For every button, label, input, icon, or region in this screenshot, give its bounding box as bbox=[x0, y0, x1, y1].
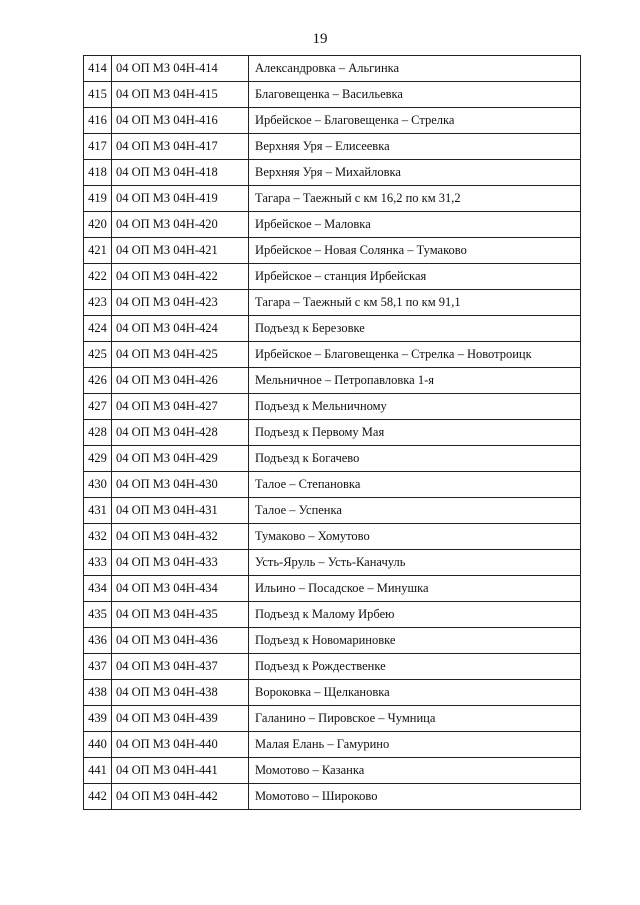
table-row bbox=[84, 628, 581, 654]
row-number-cell: 419 bbox=[84, 186, 112, 212]
road-code-cell: 04 ОП МЗ 04Н-439 bbox=[112, 706, 249, 732]
row-number-cell: 435 bbox=[84, 602, 112, 628]
page-number: 19 bbox=[312, 31, 328, 47]
table-row bbox=[84, 316, 581, 342]
table-row bbox=[84, 784, 581, 810]
road-name-cell: Талое – Степановка bbox=[249, 472, 581, 498]
table-row bbox=[84, 524, 581, 550]
road-code-cell: 04 ОП МЗ 04Н-424 bbox=[112, 316, 249, 342]
row-number-cell: 437 bbox=[84, 654, 112, 680]
road-code-cell: 04 ОП МЗ 04Н-419 bbox=[112, 186, 249, 212]
table-row bbox=[84, 758, 581, 784]
row-number-cell: 415 bbox=[84, 82, 112, 108]
row-number-cell: 414 bbox=[84, 56, 112, 82]
table-row bbox=[84, 186, 581, 212]
table-row bbox=[84, 394, 581, 420]
road-code-cell: 04 ОП МЗ 04Н-436 bbox=[112, 628, 249, 654]
row-number-cell: 421 bbox=[84, 238, 112, 264]
road-code-cell: 04 ОП МЗ 04Н-421 bbox=[112, 238, 249, 264]
road-code-cell: 04 ОП МЗ 04Н-441 bbox=[112, 758, 249, 784]
row-number-cell: 433 bbox=[84, 550, 112, 576]
road-name-cell: Ирбейское – Благовещенка – Стрелка bbox=[249, 108, 581, 134]
road-code-cell: 04 ОП МЗ 04Н-427 bbox=[112, 394, 249, 420]
road-name-cell: Подъезд к Новомариновке bbox=[249, 628, 581, 654]
road-name-cell: Подъезд к Мельничному bbox=[249, 394, 581, 420]
road-code-cell: 04 ОП МЗ 04Н-433 bbox=[112, 550, 249, 576]
table-row bbox=[84, 264, 581, 290]
road-name-cell: Верхняя Уря – Михайловка bbox=[249, 160, 581, 186]
road-code-cell: 04 ОП МЗ 04Н-428 bbox=[112, 420, 249, 446]
table-row bbox=[84, 82, 581, 108]
road-code-cell: 04 ОП МЗ 04Н-429 bbox=[112, 446, 249, 472]
road-code-cell: 04 ОП МЗ 04Н-440 bbox=[112, 732, 249, 758]
road-code-cell: 04 ОП МЗ 04Н-416 bbox=[112, 108, 249, 134]
row-number-cell: 442 bbox=[84, 784, 112, 810]
road-code-cell: 04 ОП МЗ 04Н-420 bbox=[112, 212, 249, 238]
table-row bbox=[84, 706, 581, 732]
table-row bbox=[84, 654, 581, 680]
row-number-cell: 424 bbox=[84, 316, 112, 342]
road-name-cell: Ирбейское – Новая Солянка – Тумаково bbox=[249, 238, 581, 264]
row-number-cell: 416 bbox=[84, 108, 112, 134]
road-code-cell: 04 ОП МЗ 04Н-434 bbox=[112, 576, 249, 602]
table-row bbox=[84, 420, 581, 446]
table-row bbox=[84, 108, 581, 134]
road-name-cell: Подъезд к Богачево bbox=[249, 446, 581, 472]
road-code-cell: 04 ОП МЗ 04Н-438 bbox=[112, 680, 249, 706]
table-row bbox=[84, 602, 581, 628]
row-number-cell: 426 bbox=[84, 368, 112, 394]
road-code-cell: 04 ОП МЗ 04Н-418 bbox=[112, 160, 249, 186]
table-row bbox=[84, 134, 581, 160]
road-code-cell: 04 ОП МЗ 04Н-426 bbox=[112, 368, 249, 394]
road-name-cell: Ирбейское – Благовещенка – Стрелка – Новотроицк bbox=[249, 342, 581, 368]
row-number-cell: 431 bbox=[84, 498, 112, 524]
row-number-cell: 427 bbox=[84, 394, 112, 420]
road-name-cell: Усть-Яруль – Усть-Каначуль bbox=[249, 550, 581, 576]
road-code-cell: 04 ОП МЗ 04Н-414 bbox=[112, 56, 249, 82]
roads-table-body bbox=[84, 56, 581, 810]
road-name-cell: Тагара – Таежный с км 58,1 по км 91,1 bbox=[249, 290, 581, 316]
road-code-cell: 04 ОП МЗ 04Н-435 bbox=[112, 602, 249, 628]
roads-table bbox=[83, 55, 581, 810]
table-row bbox=[84, 160, 581, 186]
table-row bbox=[84, 446, 581, 472]
row-number-cell: 441 bbox=[84, 758, 112, 784]
row-number-cell: 423 bbox=[84, 290, 112, 316]
road-code-cell: 04 ОП МЗ 04Н-415 bbox=[112, 82, 249, 108]
table-row bbox=[84, 498, 581, 524]
row-number-cell: 428 bbox=[84, 420, 112, 446]
road-name-cell: Ирбейское – Маловка bbox=[249, 212, 581, 238]
road-code-cell: 04 ОП МЗ 04Н-442 bbox=[112, 784, 249, 810]
road-name-cell: Ильино – Посадское – Минушка bbox=[249, 576, 581, 602]
table-row bbox=[84, 368, 581, 394]
table-row bbox=[84, 238, 581, 264]
road-name-cell: Малая Елань – Гамурино bbox=[249, 732, 581, 758]
road-name-cell: Александровка – Альгинка bbox=[249, 56, 581, 82]
row-number-cell: 425 bbox=[84, 342, 112, 368]
row-number-cell: 440 bbox=[84, 732, 112, 758]
row-number-cell: 417 bbox=[84, 134, 112, 160]
road-name-cell: Подъезд к Первому Мая bbox=[249, 420, 581, 446]
table-row bbox=[84, 56, 581, 82]
row-number-cell: 439 bbox=[84, 706, 112, 732]
road-name-cell: Подъезд к Березовке bbox=[249, 316, 581, 342]
table-row bbox=[84, 680, 581, 706]
row-number-cell: 436 bbox=[84, 628, 112, 654]
road-code-cell: 04 ОП МЗ 04Н-423 bbox=[112, 290, 249, 316]
road-name-cell: Ирбейское – станция Ирбейская bbox=[249, 264, 581, 290]
table-row bbox=[84, 212, 581, 238]
row-number-cell: 432 bbox=[84, 524, 112, 550]
road-name-cell: Подъезд к Малому Ирбею bbox=[249, 602, 581, 628]
road-code-cell: 04 ОП МЗ 04Н-432 bbox=[112, 524, 249, 550]
row-number-cell: 430 bbox=[84, 472, 112, 498]
road-name-cell: Талое – Успенка bbox=[249, 498, 581, 524]
row-number-cell: 418 bbox=[84, 160, 112, 186]
table-row bbox=[84, 342, 581, 368]
row-number-cell: 434 bbox=[84, 576, 112, 602]
road-code-cell: 04 ОП МЗ 04Н-437 bbox=[112, 654, 249, 680]
table-row bbox=[84, 550, 581, 576]
table-row bbox=[84, 472, 581, 498]
road-name-cell: Вороковка – Щелкановка bbox=[249, 680, 581, 706]
road-code-cell: 04 ОП МЗ 04Н-422 bbox=[112, 264, 249, 290]
road-code-cell: 04 ОП МЗ 04Н-431 bbox=[112, 498, 249, 524]
road-name-cell: Верхняя Уря – Елисеевка bbox=[249, 134, 581, 160]
row-number-cell: 422 bbox=[84, 264, 112, 290]
road-name-cell: Мельничное – Петропавловка 1-я bbox=[249, 368, 581, 394]
road-name-cell: Момотово – Казанка bbox=[249, 758, 581, 784]
road-code-cell: 04 ОП МЗ 04Н-430 bbox=[112, 472, 249, 498]
road-name-cell: Тагара – Таежный с км 16,2 по км 31,2 bbox=[249, 186, 581, 212]
road-name-cell: Момотово – Широково bbox=[249, 784, 581, 810]
row-number-cell: 429 bbox=[84, 446, 112, 472]
table-row bbox=[84, 732, 581, 758]
road-code-cell: 04 ОП МЗ 04Н-425 bbox=[112, 342, 249, 368]
road-code-cell: 04 ОП МЗ 04Н-417 bbox=[112, 134, 249, 160]
row-number-cell: 420 bbox=[84, 212, 112, 238]
row-number-cell: 438 bbox=[84, 680, 112, 706]
road-name-cell: Благовещенка – Васильевка bbox=[249, 82, 581, 108]
road-name-cell: Галанино – Пировское – Чумница bbox=[249, 706, 581, 732]
road-name-cell: Подъезд к Рождественке bbox=[249, 654, 581, 680]
road-name-cell: Тумаково – Хомутово bbox=[249, 524, 581, 550]
table-row bbox=[84, 290, 581, 316]
table-row bbox=[84, 576, 581, 602]
